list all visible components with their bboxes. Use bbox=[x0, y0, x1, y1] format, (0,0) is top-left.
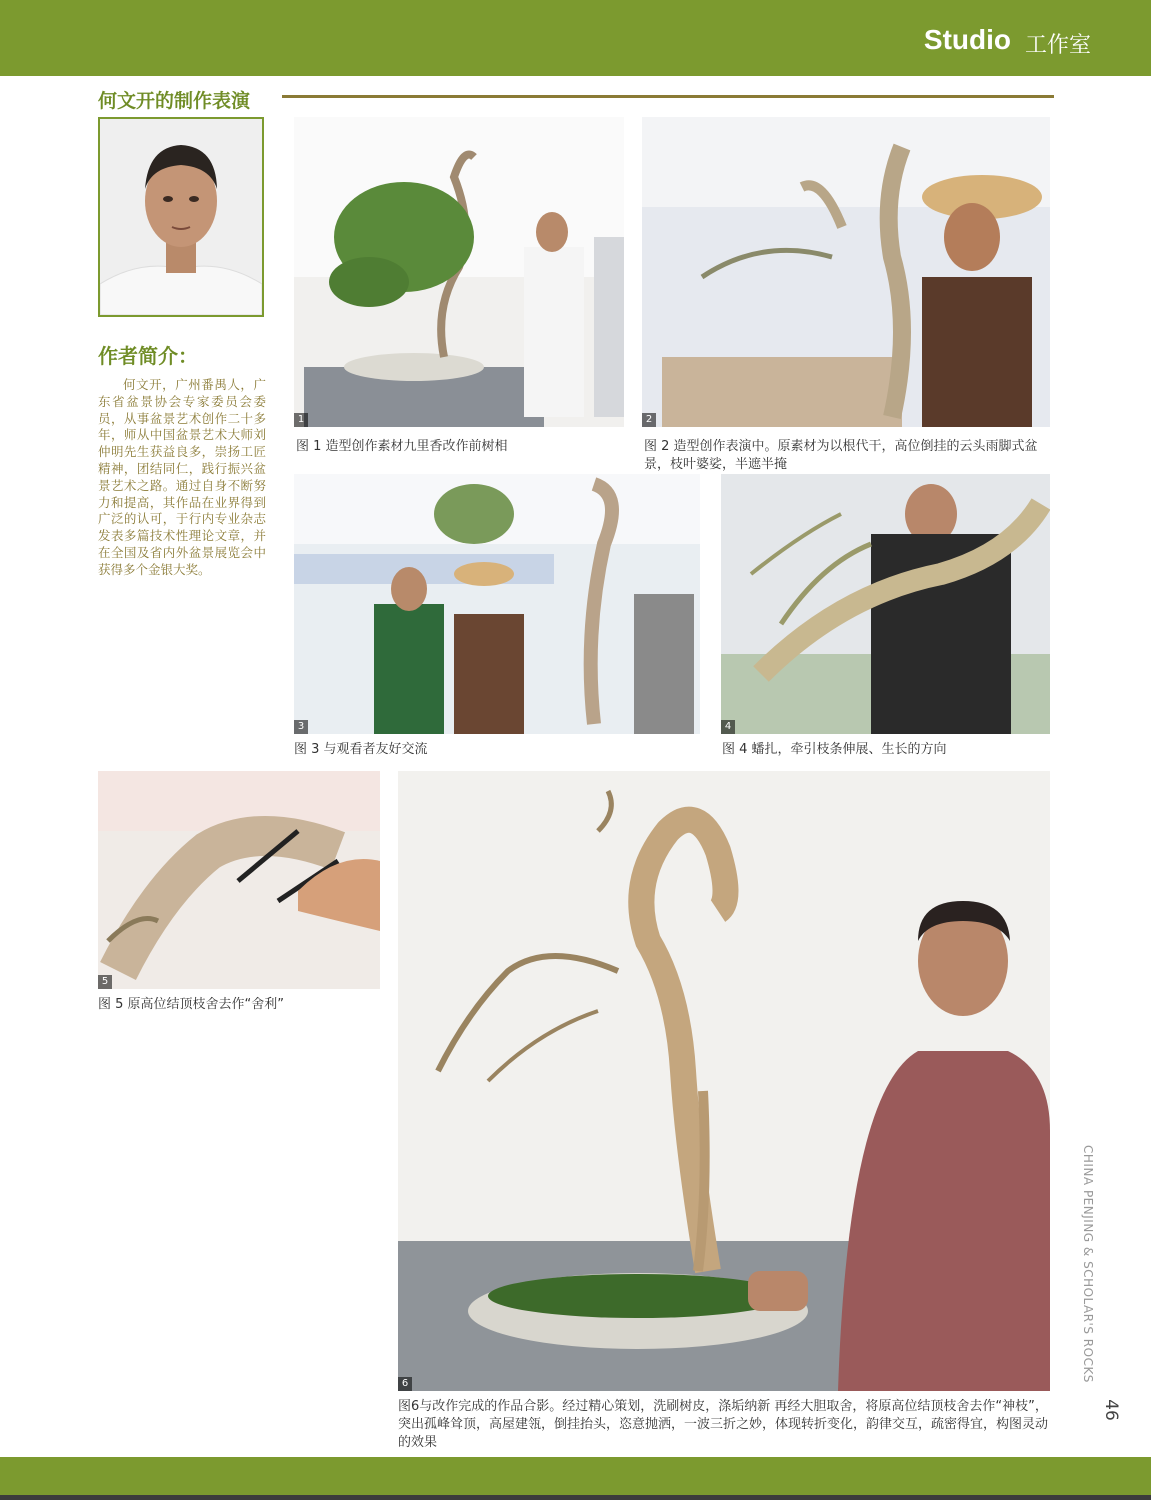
title-rule bbox=[282, 95, 1054, 98]
photo-5-number: 5 bbox=[98, 975, 112, 989]
photo-1-caption: 图 1 造型创作素材九里香改作前树相 bbox=[296, 439, 508, 454]
header-studio: Studio bbox=[923, 24, 1011, 55]
author-portrait bbox=[98, 117, 264, 317]
footer-bar bbox=[0, 1457, 1151, 1500]
photo-3-caption: 图 3 与观看者友好交流 bbox=[294, 742, 428, 757]
photo-6 bbox=[398, 771, 1050, 1391]
photo-1 bbox=[294, 117, 624, 427]
page-number: 46 bbox=[1101, 1399, 1121, 1421]
photo-6-caption: 图6与改作完成的作品合影。经过精心策划，洗刷树皮，涤垢纳新 再经大胆取舍，将原高位结顶枝舍去作“神枝”，突出孤峰耸顶，高屋建瓴，倒挂抬头，恣意抛洒，一波三折之妙，体现转折变化，韵律交互，疏密得宜，构图灵动的效果 bbox=[398, 1399, 1049, 1450]
photo-4-caption: 图 4 蟠扎，牵引枝条伸展、生长的方向 bbox=[722, 742, 947, 757]
photo-5-caption: 图 5 原高位结顶枝舍去作“舍利” bbox=[98, 997, 285, 1012]
photo-4 bbox=[721, 474, 1050, 734]
photo-2 bbox=[642, 117, 1050, 427]
photo-1-number: 1 bbox=[294, 413, 308, 427]
photo-3-number: 3 bbox=[294, 720, 308, 734]
header-studio-cn: 工作室 bbox=[1024, 33, 1091, 58]
photo-2-caption: 图 2 造型创作表演中。原素材为以根代干，高位倒挂的云头雨脚式盆景，枝叶婆娑，半遮半掩 bbox=[644, 439, 1038, 472]
photo-2-number: 2 bbox=[642, 413, 656, 427]
bio-text: 何文开，广州番禺人，广东省盆景协会专家委员会委员，从事盆景艺术创作二十多年，师从中国盆景艺术大师刘仲明先生获益良多，崇扬工匠精神，团结同仁，践行振兴盆景艺术之路。通过自身不断努力和提高，其作品在业界得到广泛的认可，于行内专业杂志发表多篇技术性理论文章，并在全国及省内外盆景展览会中获得多个金银大奖。 bbox=[98, 377, 266, 577]
photo-5 bbox=[98, 771, 380, 989]
section-title: 何文开的制作表演 bbox=[98, 90, 251, 112]
magazine-side-text: CHINA PENJING & SCHOLAR'S ROCKS bbox=[1081, 1145, 1095, 1383]
photo-6-number: 6 bbox=[398, 1377, 412, 1391]
bio-heading: 作者简介： bbox=[98, 344, 198, 368]
photo-4-number: 4 bbox=[721, 720, 735, 734]
photo-3 bbox=[294, 474, 700, 734]
header-bar bbox=[0, 0, 1151, 76]
